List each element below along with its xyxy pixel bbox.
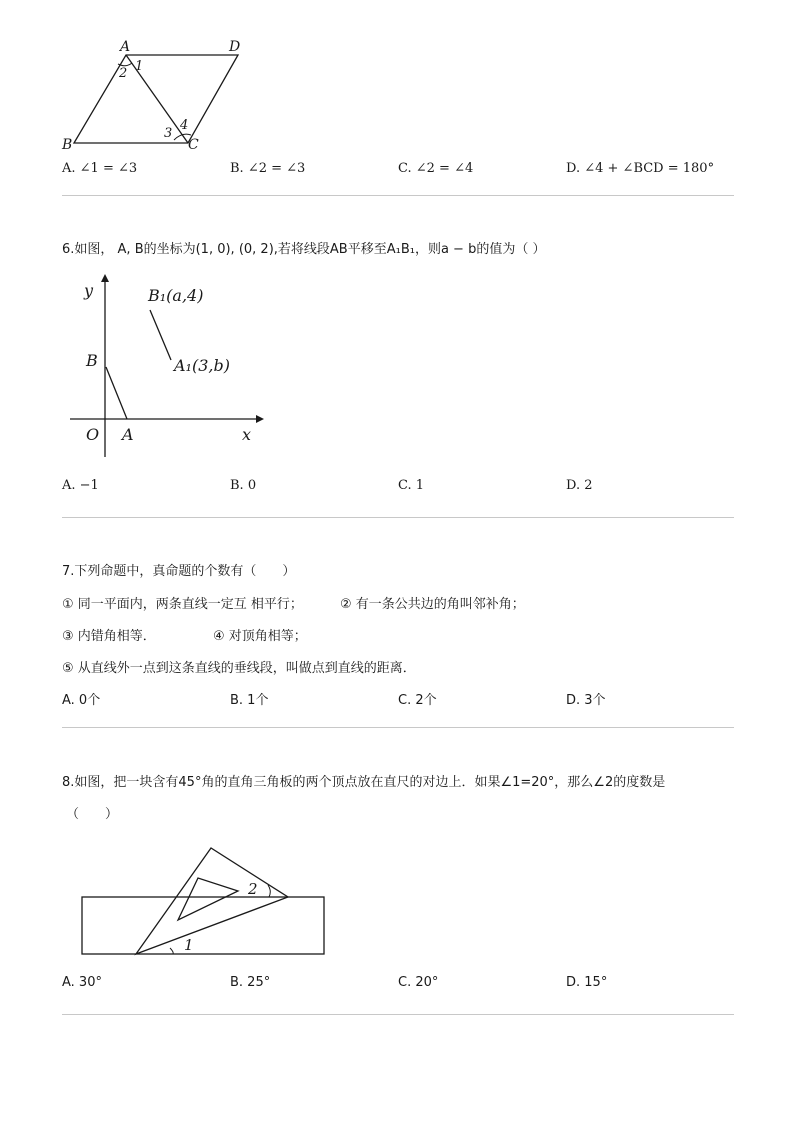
- q7-stem: 7.下列命题中，真命题的个数有（ ）: [62, 564, 296, 579]
- label-d: D: [229, 39, 241, 55]
- q6-coordinate-figure: [66, 272, 266, 462]
- q6-option-b[interactable]: B. 0: [230, 478, 257, 493]
- parallelogram-abcd: [74, 55, 238, 143]
- label-angle-1: 1: [135, 59, 144, 74]
- label-angle-2: 2: [119, 66, 128, 81]
- q8-option-d[interactable]: D. 15°: [566, 975, 608, 990]
- q5-parallelogram-figure: [58, 36, 258, 156]
- label-c: C: [188, 137, 199, 153]
- q7-option-c[interactable]: C. 2个: [398, 693, 437, 708]
- label-angle-4: 4: [180, 118, 189, 133]
- q6-option-a[interactable]: A. −1: [62, 478, 99, 493]
- q7-item-1: ① 同一平面内，两条直线一定互 相平行；: [62, 597, 303, 612]
- q8-option-b[interactable]: B. 25°: [230, 975, 271, 990]
- y-axis-arrow: [101, 274, 109, 282]
- q7-item-3: ③ 内错角相等．: [62, 629, 156, 644]
- q5-option-c[interactable]: C. ∠2 = ∠4: [398, 161, 474, 176]
- label-origin: O: [86, 425, 100, 444]
- label-b: B: [86, 351, 98, 370]
- label-b1: B₁(a,4): [148, 286, 204, 305]
- q7-item-2: ② 有一条公共边的角叫邻补角；: [340, 597, 525, 612]
- q6-option-d[interactable]: D. 2: [566, 478, 593, 493]
- divider: [62, 1014, 734, 1015]
- x-axis-arrow: [256, 415, 264, 423]
- label-angle-1: 1: [184, 936, 194, 954]
- q7-option-d[interactable]: D. 3个: [566, 693, 606, 708]
- label-angle-3: 3: [164, 126, 173, 141]
- q8-option-a[interactable]: A. 30°: [62, 975, 102, 990]
- label-y: y: [84, 281, 94, 300]
- q7-option-a[interactable]: A. 0个: [62, 693, 101, 708]
- label-a: A: [122, 425, 134, 444]
- q6-option-c[interactable]: C. 1: [398, 478, 425, 493]
- divider: [62, 727, 734, 728]
- q7-item-5: ⑤ 从直线外一点到这条直线的垂线段，叫做点到直线的距离．: [62, 661, 416, 676]
- label-b: B: [62, 137, 73, 153]
- divider: [62, 195, 734, 196]
- segment-ab: [106, 367, 127, 419]
- divider: [62, 517, 734, 518]
- q5-option-b[interactable]: B. ∠2 = ∠3: [230, 161, 306, 176]
- label-x: x: [242, 425, 252, 444]
- q8-option-c[interactable]: C. 20°: [398, 975, 439, 990]
- q6-stem: 6.如图， A, B的坐标为(1, 0), (0, 2),若将线段AB平移至A₁B₁，则a − b的值为（ ）: [62, 242, 546, 257]
- q7-option-b[interactable]: B. 1个: [230, 693, 269, 708]
- label-a1: A₁(3,b): [174, 356, 230, 375]
- q8-stem-paren: （ ）: [66, 807, 119, 822]
- q5-option-a[interactable]: A. ∠1 = ∠3: [62, 161, 138, 176]
- angle-arc-1: [170, 948, 173, 954]
- q8-stem: 8.如图，把一块含有45°角的直角三角板的两个顶点放在直尺的对边上．如果∠1=20°，那么∠2的度数是: [62, 775, 666, 790]
- label-a: A: [120, 39, 131, 55]
- segment-a1b1: [150, 310, 171, 360]
- set-square-outer: [136, 848, 288, 954]
- q5-option-d[interactable]: D. ∠4 + ∠BCD = 180°: [566, 161, 715, 176]
- q8-ruler-triangle-figure: [78, 844, 330, 960]
- label-angle-2: 2: [248, 880, 258, 898]
- q7-item-4: ④ 对顶角相等；: [213, 629, 307, 644]
